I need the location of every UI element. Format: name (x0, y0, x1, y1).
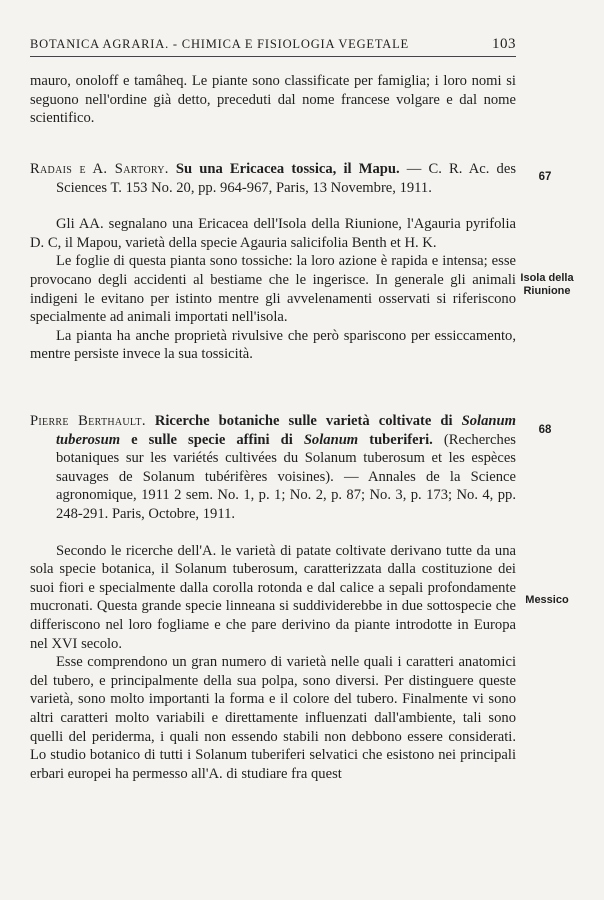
entry-67-paragraph-3: La pianta ha anche proprietà rivulsive che però spariscono per essiccamento, mentre persiste invece la sua tossicità. (30, 327, 516, 363)
entry-68-title-species-1: Solanum tuberosum (56, 413, 516, 448)
entry-68-title-species-2: Solanum (303, 431, 359, 448)
entry-68-title-part-1: Ricerche botaniche sulle varietà coltivate di (154, 413, 453, 429)
entry-68-citation: — Annales de la Science agronomique, 1911 2 sem. No. 1, p. 1; No. 2, p. 87; No. 3, p. 173; No. 4, pp. 248-291. Paris, Octobre, 1911. (56, 468, 516, 522)
entry-67-title: Su una Ericacea tossica, il Mapu. (175, 161, 400, 177)
running-title: BOTANICA AGRARIA. - CHIMICA E FISIOLOGIA VEGETALE (30, 37, 409, 51)
intro-paragraph: mauro, onoloff e tamâheq. Le piante sono classificate per famiglia; i loro nomi si seguono nell'ordine già detto, preceduti dal nome francese volgare e dal nome scientifico. (30, 73, 516, 127)
entry-68 (30, 412, 516, 783)
entry-68-paragraph-2: Esse comprendono un gran numero di varietà nelle quali i caratteri anatomici del tubero, e principalmente della sua polpa, sono diversi. Per distinguere queste varietà, sono molto importanti la forma e il colore del tubero. Finalmente vi sono altri caratteri molto variabili e direttamente influenzati dall'ambiente, tali sono quelli del periderma, i quali non essendo stabili non debbono essere considerati. Lo studio botanico di tutti i Solanum tuberiferi selvatici che esistono nei principali erbari europei ha permesso all'A. di studiare fra quest (30, 654, 516, 782)
entry-68-title-part-2: e sulle specie affini di (131, 431, 293, 448)
entry-67-number: 67 (538, 171, 552, 183)
page-number: 103 (492, 36, 516, 52)
entry-68-number: 68 (538, 424, 552, 436)
entry-67-heading (30, 160, 516, 197)
entry-67-paragraph-2: Le foglie di questa pianta sono tossiche: la loro azione è rapida e intensa; esse provocano degli accidenti al bestiame che le ingerisce. In generale gli animali indigeni le evitano per istinto mentre gli avvelenamenti osservati si riferiscono specialmente ad animali importati nell'isola. (30, 253, 516, 326)
entry-67 (30, 160, 516, 364)
entry-68-heading (30, 412, 516, 524)
entry-68-french-title: (Recherches botaniques sur les variétés cultivées du Solanum tuberosum et les espèces sauvages de Solanum tubérifères voisines). (56, 431, 516, 485)
intro-continuation (30, 72, 516, 128)
entry-68-title-part-3: tuberiferi. (369, 431, 433, 448)
entry-68-paragraph-1: Secondo le ricerche dell'A. le varietà di patate coltivate derivano tutte da una sola specie botanica, il Solanum tuberosum, caratterizzata dalla costituzione dei suoi fiori e specialmente dalla corolla rotonda e dal calice a sepali profondamente mucronati. Questa grande specie linneana si suddividerebbe in due sottospecie che differiscono nel loro fogliame e che pare derivino da piante introdotte in Europa nel XVI secolo. (30, 542, 516, 652)
entry-68-authors: Pierre Berthault. (30, 413, 146, 429)
entry-67-citation: — C. R. Ac. des Sciences T. 153 No. 20, pp. 964-967, Paris, 13 Novembre, 1911. (56, 161, 516, 196)
entry-68-margin-note: Messico (525, 594, 569, 606)
header-rule (30, 56, 516, 57)
entry-67-margin-note: Isola della Riunione (520, 272, 574, 297)
running-header (30, 36, 516, 53)
entry-67-paragraph-1: Gli AA. segnalano una Ericacea dell'Isola della Riunione, l'Agauria pyrifolia D. C, il Mapou, varietà della specie Agauria salicifolia Benth et H. K. (30, 216, 516, 251)
entry-67-authors: Radais e A. Sartory. (30, 161, 169, 177)
